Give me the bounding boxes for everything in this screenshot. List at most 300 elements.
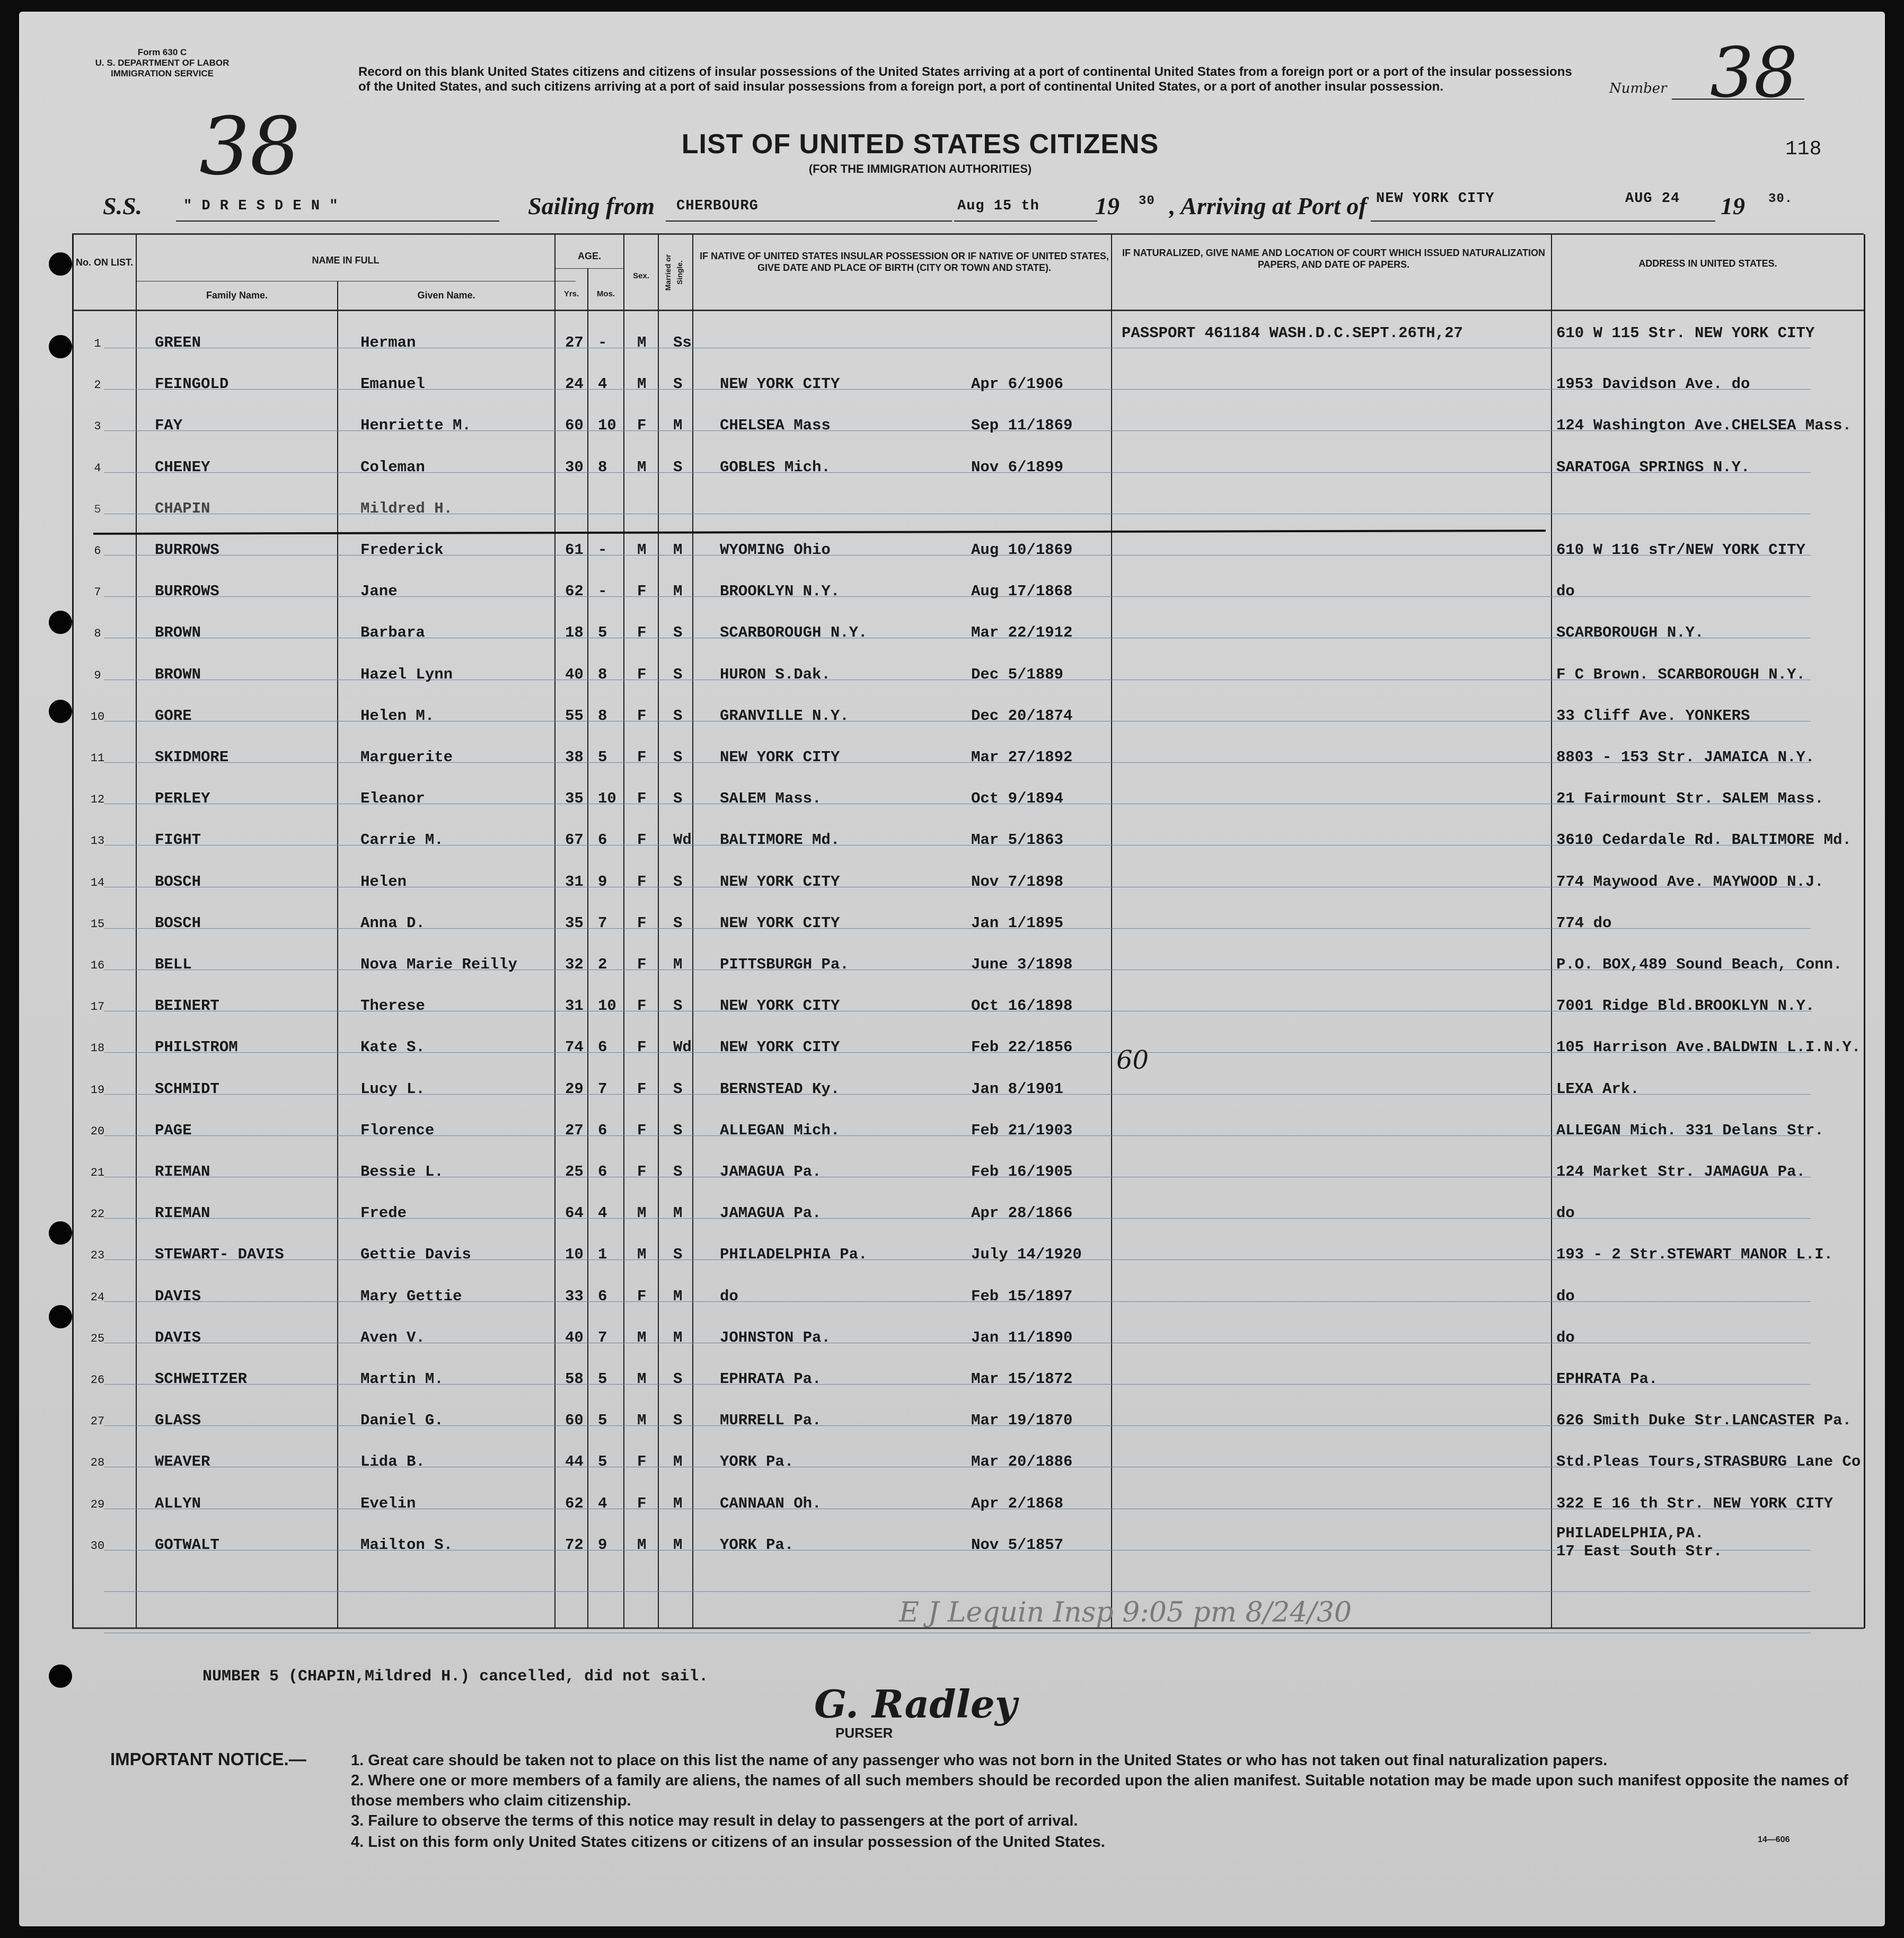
row-number: 2 [94, 378, 101, 392]
marital-status: S [673, 1246, 683, 1263]
age-header-divider [554, 268, 623, 269]
age-months: 6 [598, 1163, 607, 1181]
marital-status: M [673, 1288, 683, 1305]
notice-item-2: 2. Where one or more members of a family are aliens, the names of all such members should be recorded upon the alien manifest. Suitable notation may be made upon such manifest opposite the names of those members who claim citizenship. [351, 1772, 1848, 1809]
age-months: 5 [598, 748, 607, 766]
family-name: RIEMAN [155, 1163, 210, 1181]
birth-date: Jan 1/1895 [971, 914, 1064, 932]
print-code: 14—606 [1758, 1835, 1790, 1844]
age-years: 27 [565, 334, 584, 351]
ruled-line [104, 1094, 1811, 1095]
punch-hole [49, 335, 72, 358]
punch-hole [49, 700, 72, 723]
age-months: 5 [598, 624, 607, 641]
birth-place: YORK Pa. [720, 1453, 794, 1470]
row-number: 29 [90, 1498, 105, 1511]
family-name: BOSCH [155, 914, 201, 932]
birth-date: Nov 6/1899 [971, 459, 1064, 476]
given-name: Henriette M. [360, 417, 471, 434]
ruled-line [104, 1259, 1811, 1260]
birth-place: PITTSBURGH Pa. [720, 956, 849, 973]
col-border [623, 234, 624, 1628]
marital-status: S [673, 790, 683, 807]
departure-date-underline [954, 221, 1097, 222]
family-name: BELL [155, 956, 192, 973]
us-address: do [1556, 1204, 1575, 1222]
sex: F [637, 1453, 647, 1470]
marital-status: S [673, 624, 683, 641]
sex: F [637, 914, 647, 932]
col-header-no: No. ON LIST. [76, 257, 133, 268]
row-number: 7 [94, 586, 101, 599]
given-name: Coleman [360, 459, 425, 476]
sex: F [637, 790, 647, 807]
row-number: 23 [90, 1249, 105, 1262]
us-address: F C Brown. SCARBOROUGH N.Y. [1556, 666, 1805, 683]
col-header-family-name: Family Name. [206, 290, 268, 301]
ruled-line [104, 430, 1811, 431]
given-name: Lucy L. [360, 1080, 425, 1098]
age-years: 55 [565, 707, 584, 725]
birth-date: Oct 9/1894 [971, 790, 1064, 807]
age-months: 5 [598, 1453, 607, 1470]
marital-status: S [673, 914, 683, 932]
ruled-line [104, 389, 1811, 390]
row-number: 14 [90, 876, 105, 889]
birth-date: Feb 15/1897 [971, 1288, 1073, 1305]
sex: F [637, 1288, 647, 1305]
document-subtitle: (FOR THE IMMIGRATION AUTHORITIES) [808, 162, 1032, 175]
given-name: Herman [360, 334, 416, 351]
ruled-line [104, 1301, 1811, 1302]
col-header-age: AGE. [577, 251, 601, 261]
row-number: 26 [90, 1373, 105, 1387]
departure-date: Aug 15 th [957, 198, 1039, 214]
birth-date: Mar 19/1870 [971, 1412, 1073, 1429]
birth-date: Feb 22/1856 [971, 1038, 1073, 1056]
family-name: CHENEY [155, 459, 210, 476]
row-number: 30 [90, 1539, 105, 1553]
marital-status: M [673, 583, 683, 600]
sheet-number-handwritten: 38 [199, 101, 301, 193]
birth-date: Apr 2/1868 [971, 1495, 1064, 1512]
sex: M [637, 1329, 647, 1346]
family-name: BROWN [155, 666, 201, 683]
birth-place: CANNAAN Oh. [720, 1495, 822, 1512]
birth-place: NEW YORK CITY [720, 873, 840, 891]
marital-status: S [673, 873, 683, 891]
birth-date: Mar 27/1892 [971, 748, 1073, 766]
departure-year: 30 [1139, 194, 1155, 208]
sex: M [637, 1370, 647, 1388]
col-header-birth: IF NATIVE OF UNITED STATES INSULAR POSSESSION OR IF NATIVE OF UNITED STATES, GIVE DATE AND PLACE OF BIRTH (CITY OR TOWN AND STATE). [699, 251, 1109, 273]
birth-place: NEW YORK CITY [720, 997, 840, 1015]
sex: M [637, 1204, 647, 1222]
age-years: 31 [565, 873, 584, 891]
punch-hole [49, 1664, 72, 1688]
us-address: Std.Pleas Tours,STRASBURG Lane Co [1556, 1453, 1861, 1470]
col-border [1111, 234, 1112, 1628]
sex: M [637, 459, 647, 476]
col-border [1551, 234, 1552, 1628]
col-border [1864, 234, 1865, 1628]
row-number: 12 [90, 793, 105, 806]
sex: F [637, 1080, 647, 1098]
ruled-line [104, 928, 1811, 929]
marital-status: S [673, 1370, 683, 1388]
sex: F [637, 707, 647, 725]
family-name: FEINGOLD [155, 375, 229, 393]
birth-place: YORK Pa. [720, 1536, 794, 1554]
col-header-months: Mos. [596, 289, 615, 298]
row-number: 5 [94, 503, 101, 516]
row-number: 21 [90, 1166, 105, 1179]
us-address: 124 Market Str. JAMAGUA Pa. [1556, 1163, 1805, 1181]
row-number: 19 [90, 1083, 105, 1097]
row-number: 11 [90, 752, 105, 765]
marital-status: S [673, 459, 683, 476]
birth-date: July 14/1920 [971, 1246, 1082, 1263]
cancellation-note: NUMBER 5 (CHAPIN,Mildred H.) cancelled, did not sail. [202, 1668, 709, 1686]
departure-underline [666, 221, 952, 222]
family-name: BURROWS [155, 541, 219, 559]
form-service: IMMIGRATION SERVICE [111, 68, 214, 78]
age-years: 35 [565, 790, 584, 807]
us-address: 193 - 2 Str.STEWART MANOR L.I. [1556, 1246, 1834, 1263]
age-years: 44 [565, 1453, 584, 1470]
family-name: PERLEY [155, 790, 210, 807]
family-name: SKIDMORE [155, 748, 229, 766]
us-address: 610 W 116 sTr/NEW YORK CITY [1556, 541, 1805, 559]
us-address: P.O. BOX,489 Sound Beach, Conn. [1556, 956, 1843, 973]
age-months: - [598, 583, 607, 600]
col-header-given-name: Given Name. [417, 290, 475, 301]
age-months: 9 [598, 1536, 607, 1554]
row-5-strikethrough [93, 530, 1546, 535]
ruled-line [104, 762, 1811, 763]
birth-place: BALTIMORE Md. [720, 831, 840, 849]
given-name: Frede [360, 1204, 407, 1222]
departure-year-prefix: 19 [1095, 192, 1120, 219]
age-months: 4 [598, 1204, 607, 1222]
family-name: PAGE [155, 1122, 192, 1139]
us-address: 626 Smith Duke Str.LANCASTER Pa. [1556, 1412, 1852, 1429]
arrival-date: AUG 24 [1625, 191, 1680, 207]
form-number: Form 630 C [137, 47, 187, 57]
marital-status: M [673, 1495, 683, 1512]
family-name: BOSCH [155, 873, 201, 891]
birth-date: Sep 11/1869 [971, 417, 1073, 434]
us-address: 610 W 115 Str. NEW YORK CITY [1556, 324, 1815, 342]
age-months: 2 [598, 956, 607, 973]
marital-status: M [673, 417, 683, 434]
family-name: FAY [155, 417, 183, 434]
marital-status: M [673, 1204, 683, 1222]
col-header-years: Yrs. [563, 289, 579, 298]
given-name: Daniel G. [360, 1412, 444, 1429]
marital-status: S [673, 748, 683, 766]
age-years: 74 [565, 1038, 584, 1056]
age-years: 29 [565, 1080, 584, 1098]
birth-place: do [720, 1288, 738, 1305]
given-name: Aven V. [360, 1329, 425, 1346]
age-years: 72 [565, 1536, 584, 1554]
family-name: DAVIS [155, 1329, 201, 1346]
birth-place: EPHRATA Pa. [720, 1370, 822, 1388]
row-number: 8 [94, 627, 101, 640]
family-name: DAVIS [155, 1288, 201, 1305]
us-address: 33 Cliff Ave. YONKERS [1556, 707, 1750, 725]
given-name: Mildred H. [360, 500, 453, 517]
notice-item-4: 4. List on this form only United States citizens or citizens of an insular possession of the United States. [351, 1834, 1105, 1851]
row-number: 16 [90, 959, 105, 972]
margin-annotation: 60 [1116, 1045, 1149, 1075]
given-name: Gettie Davis [360, 1246, 471, 1263]
sex: F [637, 1163, 647, 1181]
us-address: 105 Harrison Ave.BALDWIN L.I.N.Y. [1556, 1038, 1861, 1056]
marital-status: Wd [673, 831, 692, 849]
age-months: 4 [598, 1495, 607, 1512]
given-name: Frederick [360, 541, 444, 559]
birth-place: MURRELL Pa. [720, 1412, 822, 1429]
given-name: Eleanor [360, 790, 425, 807]
family-name: GORE [155, 707, 192, 725]
sex: M [637, 375, 647, 393]
punch-hole [49, 252, 72, 276]
sex: F [637, 1495, 647, 1512]
row-number: 9 [94, 669, 101, 682]
row-number: 1 [94, 337, 101, 350]
ruled-line [104, 555, 1811, 556]
birth-date: Mar 20/1886 [971, 1453, 1073, 1470]
sex: F [637, 873, 647, 891]
family-name: BURROWS [155, 583, 219, 600]
marital-status: M [673, 956, 683, 973]
age-months: 8 [598, 707, 607, 725]
number-label: Number [1609, 81, 1667, 96]
sex: F [637, 583, 647, 600]
us-address: do [1556, 1329, 1575, 1346]
family-name: RIEMAN [155, 1204, 210, 1222]
ruled-line [104, 1052, 1811, 1053]
family-name: WEAVER [155, 1453, 210, 1470]
ruled-line [104, 1384, 1811, 1385]
purser-signature: G. Radley [814, 1681, 1017, 1726]
page-stamp-number: 118 [1785, 138, 1822, 161]
ruled-line [104, 472, 1811, 473]
departure-port: CHERBOURG [676, 198, 759, 214]
sex: F [637, 997, 647, 1015]
marital-status: Ss [673, 334, 692, 351]
birth-date: Feb 16/1905 [971, 1163, 1073, 1181]
given-name: Lida B. [360, 1453, 425, 1470]
age-years: 40 [565, 666, 584, 683]
col-header-address: ADDRESS IN UNITED STATES. [1638, 258, 1777, 269]
age-years: 64 [565, 1204, 584, 1222]
row-number: 13 [90, 834, 105, 848]
us-address: SCARBOROUGH N.Y. [1556, 624, 1704, 641]
birth-date: Apr 28/1866 [971, 1204, 1073, 1222]
ruled-line [104, 1591, 1811, 1592]
given-name: Anna D. [360, 914, 425, 932]
notice-heading: IMPORTANT NOTICE.— [110, 1749, 306, 1769]
us-address: do [1556, 583, 1575, 600]
instruction-text: Record on this blank United States citizens and citizens of insular possessions of the United States arriving at a port of continental United States from a foreign port or a port of the insular possessions of the United States, and such citizens arriving at a port of said insular possessions from a foreign port, a port of continental United States, or a port of another insular possession. [358, 65, 1572, 94]
birth-place: NEW YORK CITY [720, 1038, 840, 1056]
punch-hole [49, 1305, 72, 1328]
birth-date: Aug 10/1869 [971, 541, 1073, 559]
age-years: 61 [565, 541, 584, 559]
col-header-name-in-full: NAME IN FULL [312, 255, 380, 266]
given-name: Bessie L. [360, 1163, 444, 1181]
age-months: 7 [598, 914, 607, 932]
col-border [136, 234, 137, 1628]
birth-place: SCARBOROUGH N.Y. [720, 624, 868, 641]
family-name: SCHMIDT [155, 1080, 219, 1098]
us-address-line-2: 17 East South Str. [1556, 1543, 1723, 1560]
col-header-naturalization: IF NATURALIZED, GIVE NAME AND LOCATION OF COURT WHICH ISSUED NATURALIZATION PAPERS, AND DATE OF PAPERS. [1122, 248, 1545, 270]
sex: M [637, 1536, 647, 1554]
us-address: PHILADELPHIA,PA. [1556, 1525, 1704, 1542]
marital-status: S [673, 375, 683, 393]
birth-place: NEW YORK CITY [720, 375, 840, 393]
age-years: 27 [565, 1122, 584, 1139]
row-number: 27 [90, 1415, 105, 1428]
age-years: 33 [565, 1288, 584, 1305]
ship-label: S.S. [103, 192, 143, 219]
given-name: Barbara [360, 624, 425, 641]
age-months: 5 [598, 1370, 607, 1388]
ruled-line [104, 1218, 1811, 1219]
family-name: GLASS [155, 1412, 201, 1429]
col-border [72, 234, 74, 1628]
us-address: EPHRATA Pa. [1556, 1370, 1658, 1388]
birth-place: BERNSTEAD Ky. [720, 1080, 840, 1098]
sex: M [637, 541, 647, 559]
age-years: 32 [565, 956, 584, 973]
birth-date: Dec 5/1889 [971, 666, 1064, 683]
col-header-married-single: Married or Single. [664, 254, 684, 291]
purser-label: PURSER [835, 1725, 893, 1741]
us-address: ALLEGAN Mich. 331 Delans Str. [1556, 1122, 1824, 1139]
ruled-line [104, 596, 1811, 597]
birth-place: HURON S.Dak. [720, 666, 831, 683]
birth-place: CHELSEA Mass [720, 417, 831, 434]
birth-place: GRANVILLE N.Y. [720, 707, 849, 725]
given-name: Mailton S. [360, 1536, 453, 1554]
arrival-underline [1371, 221, 1646, 222]
marital-status: S [673, 1122, 683, 1139]
birth-date: Nov 7/1898 [971, 873, 1064, 891]
table-header-bottom-border [72, 310, 1864, 311]
notice-item-1: 1. Great care should be taken not to place on this list the name of any passenger who was not born in the United States or who has not taken out final naturalization papers. [351, 1752, 1608, 1769]
sex: F [637, 831, 647, 849]
age-years: 35 [565, 914, 584, 932]
family-name: ALLYN [155, 1495, 201, 1512]
age-months: 6 [598, 1122, 607, 1139]
given-name: Carrie M. [360, 831, 444, 849]
manifest-page [19, 12, 1885, 1926]
ruled-line [104, 1425, 1811, 1426]
birth-place: NEW YORK CITY [720, 748, 840, 766]
age-years: 24 [565, 375, 584, 393]
row-number: 24 [90, 1291, 105, 1304]
marital-status: S [673, 666, 683, 683]
birth-place: SALEM Mass. [720, 790, 822, 807]
row-number: 25 [90, 1332, 105, 1345]
family-name: BROWN [155, 624, 201, 641]
sex: F [637, 624, 647, 641]
age-months: 10 [598, 417, 616, 434]
col-border [692, 234, 693, 1628]
birth-place: JAMAGUA Pa. [720, 1163, 822, 1181]
row-number: 10 [90, 710, 105, 724]
arrival-year-prefix: 19 [1721, 192, 1745, 219]
birth-date: Dec 20/1874 [971, 707, 1073, 725]
ruled-line [104, 1550, 1811, 1551]
age-months: 4 [598, 375, 607, 393]
family-name: GREEN [155, 334, 201, 351]
row-number: 3 [94, 420, 101, 433]
given-name: Hazel Lynn [360, 666, 453, 683]
us-address: 124 Washington Ave.CHELSEA Mass. [1556, 417, 1852, 434]
row-number: 17 [90, 1000, 105, 1014]
age-years: 38 [565, 748, 584, 766]
given-name: Florence [360, 1122, 435, 1139]
list-number-handwritten: 38 [1710, 32, 1798, 113]
age-years: 30 [565, 459, 584, 476]
birth-date: Apr 6/1906 [971, 375, 1064, 393]
birth-date: Jan 8/1901 [971, 1080, 1064, 1098]
age-years: 40 [565, 1329, 584, 1346]
col-border [554, 234, 556, 1628]
birth-date: Mar 22/1912 [971, 624, 1073, 641]
given-name: Mary Gettie [360, 1288, 462, 1305]
given-name: Helen M. [360, 707, 435, 725]
table-top-border [72, 233, 1864, 235]
birth-date: June 3/1898 [971, 956, 1073, 973]
row-number: 4 [94, 462, 101, 475]
age-months: 8 [598, 459, 607, 476]
us-address: 774 do [1556, 914, 1612, 932]
birth-place: GOBLES Mich. [720, 459, 831, 476]
age-years: 25 [565, 1163, 584, 1181]
age-months: 1 [598, 1246, 607, 1263]
age-months: 5 [598, 1412, 607, 1429]
age-months: 7 [598, 1329, 607, 1346]
marital-status: S [673, 997, 683, 1015]
us-address: 7001 Ridge Bld.BROOKLYN N.Y. [1556, 997, 1815, 1015]
marital-status: S [673, 1412, 683, 1429]
age-months: 8 [598, 666, 607, 683]
given-name: Kate S. [360, 1038, 425, 1056]
sex: F [637, 748, 647, 766]
birth-place: JAMAGUA Pa. [720, 1204, 822, 1222]
given-name: Nova Marie Reilly [360, 956, 517, 973]
us-address: 322 E 16 th Str. NEW YORK CITY [1556, 1495, 1834, 1512]
age-months: - [598, 334, 607, 351]
family-name: CHAPIN [155, 500, 210, 517]
age-months: - [598, 541, 607, 559]
row-number: 15 [90, 918, 105, 931]
sex: M [637, 1412, 647, 1429]
given-name: Emanuel [360, 375, 425, 393]
col-header-sex: Sex. [633, 271, 649, 280]
age-years: 67 [565, 831, 584, 849]
arrival-port: NEW YORK CITY [1376, 191, 1495, 207]
birth-date: Mar 15/1872 [971, 1370, 1073, 1388]
birth-place: WYOMING Ohio [720, 541, 831, 559]
